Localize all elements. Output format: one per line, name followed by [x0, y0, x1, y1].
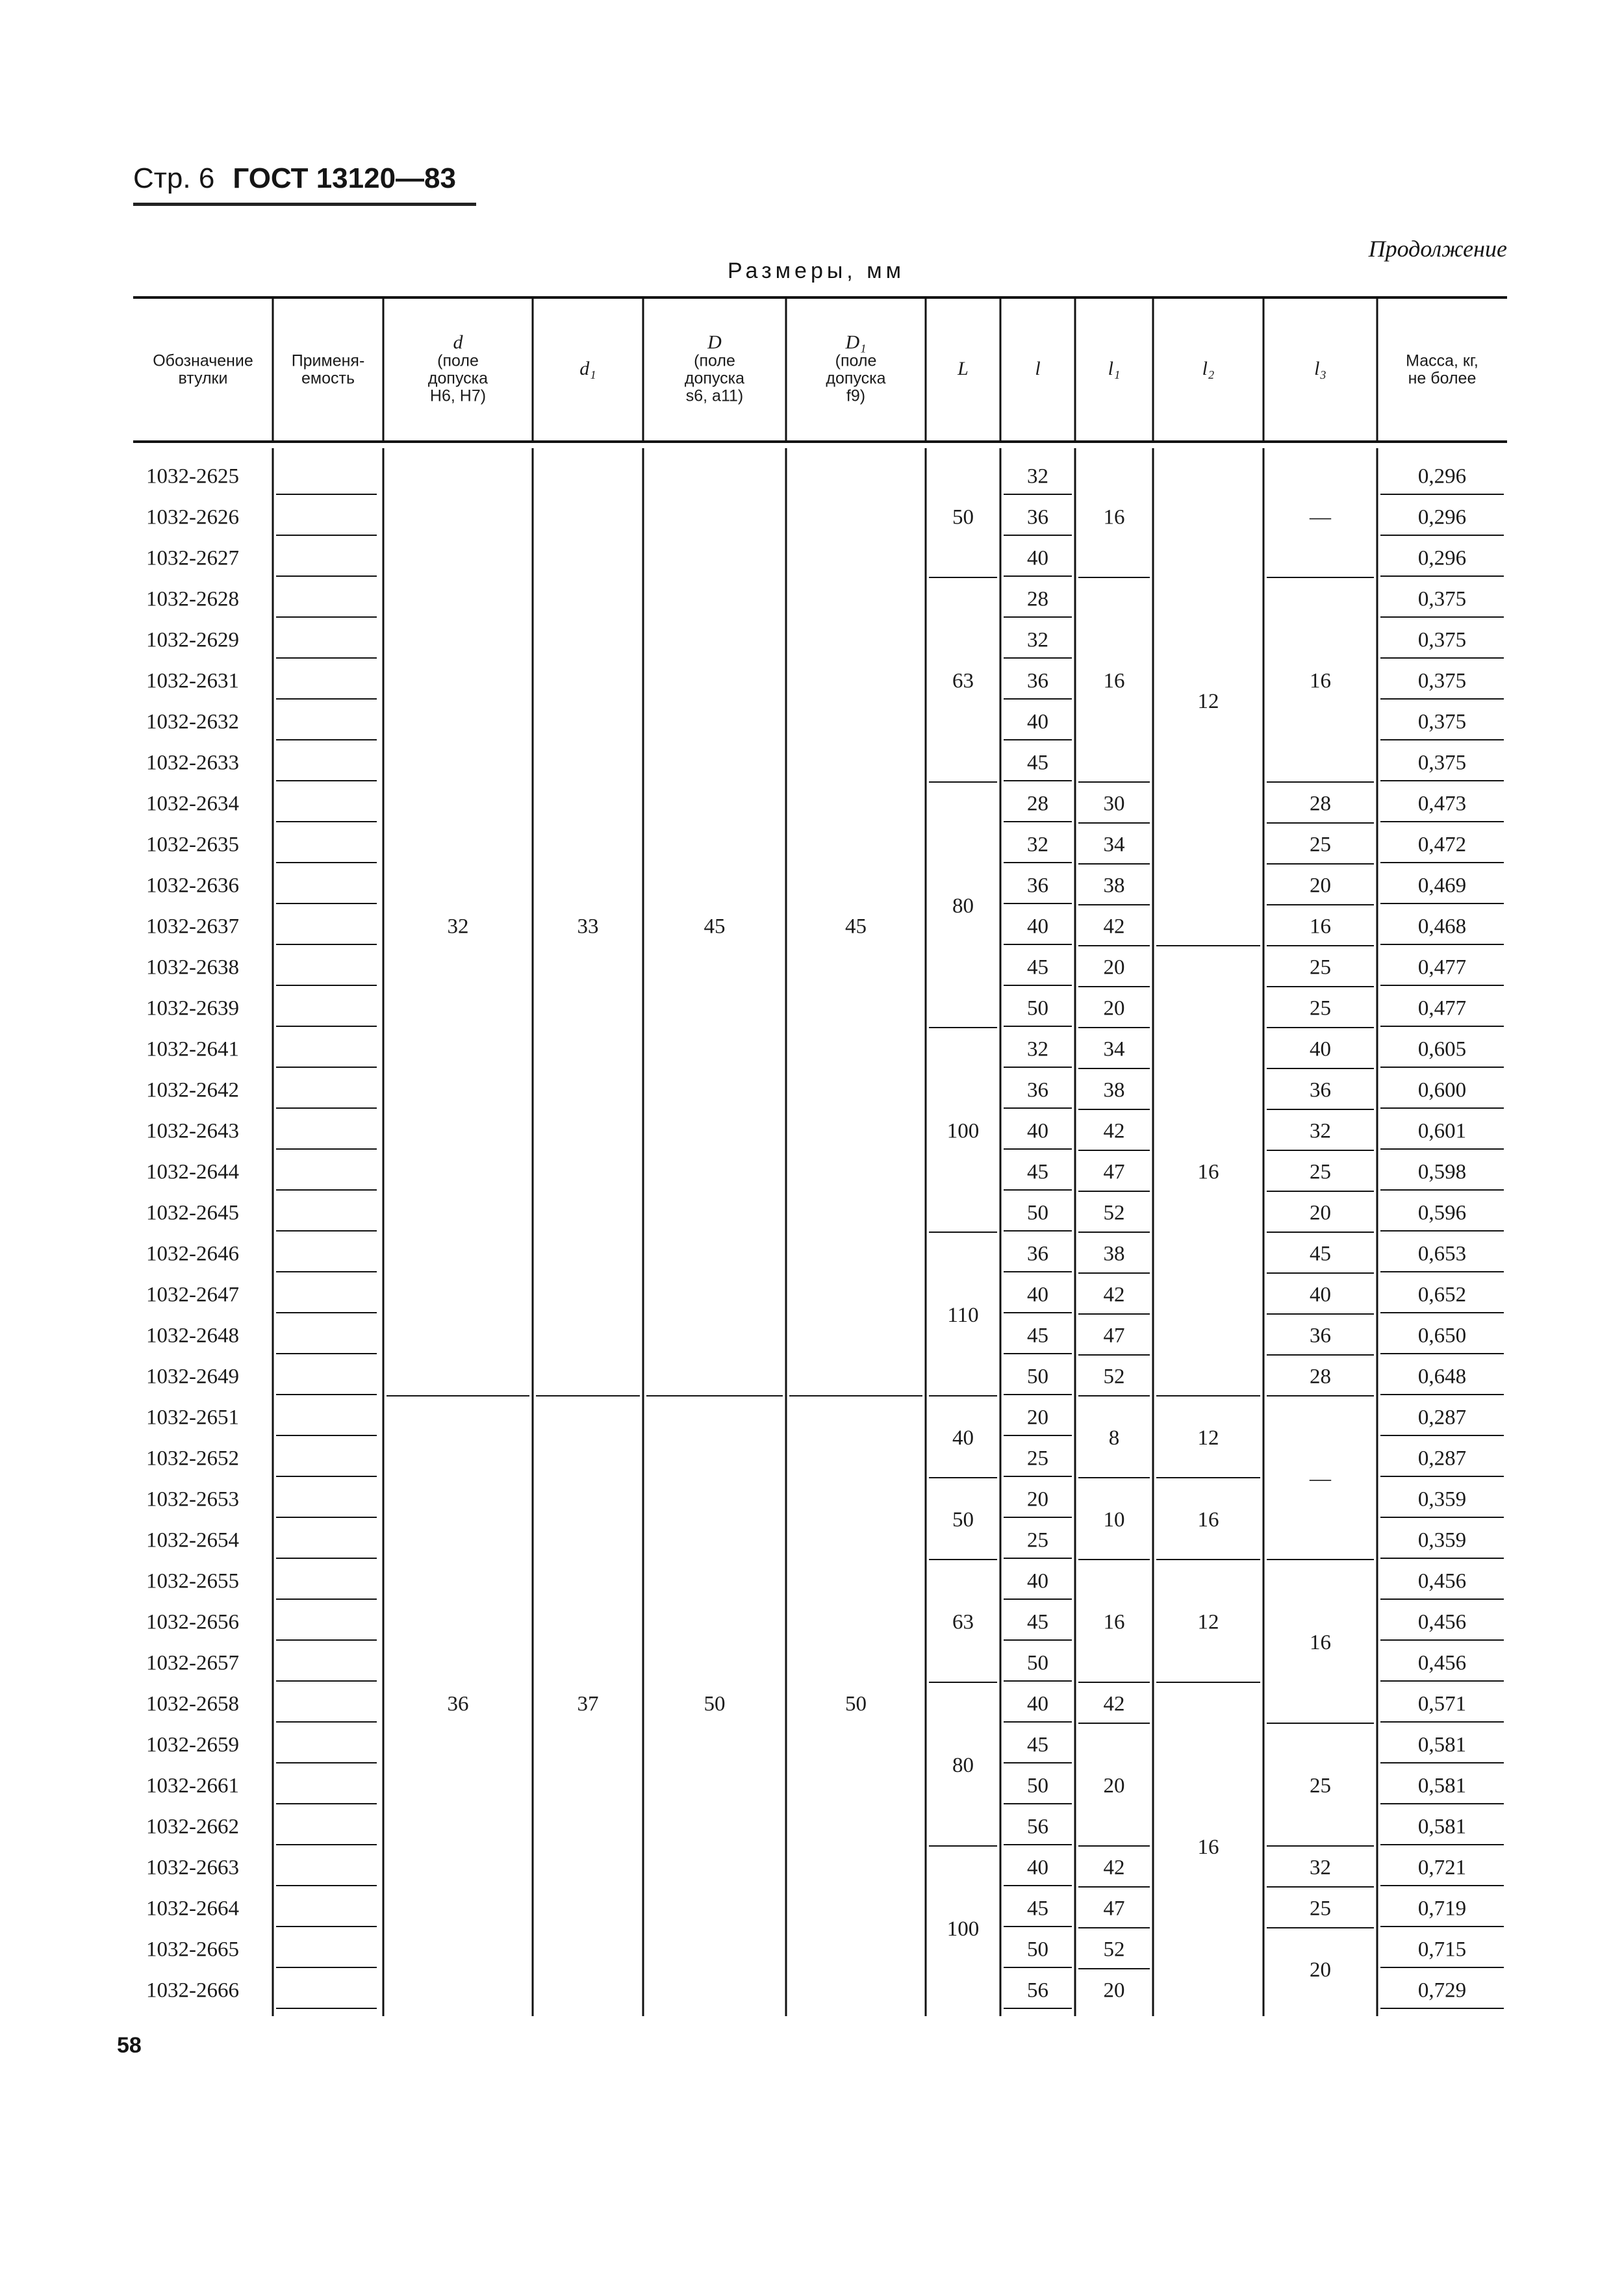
cell-mass: 0,596: [1417, 1201, 1467, 1225]
group-cell-l1: 34: [1103, 833, 1125, 857]
cell-l: 28: [1027, 792, 1048, 816]
row-designation: 1032-2641: [146, 1037, 239, 1061]
group-cell-L: 63: [952, 669, 974, 693]
cell-l: 50: [1027, 1201, 1048, 1225]
group-cell-l1: 8: [1108, 1426, 1120, 1450]
column-header-text: H6, H7): [429, 386, 487, 405]
group-cell-l1: 16: [1103, 1610, 1125, 1634]
cell-mass: 0,598: [1417, 1160, 1467, 1184]
column-header-text: (поле: [437, 351, 479, 370]
row-designation: 1032-2627: [146, 546, 239, 570]
page-number: 58: [117, 2033, 142, 2058]
row-designation: 1032-2625: [146, 464, 239, 488]
group-cell-L: 100: [946, 1917, 980, 1941]
column-header-text: емость: [301, 369, 355, 388]
group-cell-l1: 20: [1103, 996, 1125, 1020]
column-header-text: (поле: [835, 351, 877, 370]
group-cell-l1: 20: [1103, 955, 1125, 979]
group-cell-l3: 25: [1310, 1160, 1331, 1184]
cell-mass: 0,477: [1417, 955, 1467, 979]
cell-l: 50: [1027, 996, 1048, 1020]
group-cell-l3: 40: [1310, 1037, 1331, 1061]
cell-mass: 0,581: [1417, 1815, 1467, 1839]
column-header-text: l₃: [1314, 358, 1326, 379]
group-cell-L: 80: [952, 894, 974, 918]
group-cell-l3: 25: [1310, 1774, 1331, 1798]
cell-l: 40: [1027, 546, 1048, 570]
cell-mass: 0,375: [1417, 628, 1467, 652]
column-header-text: D: [707, 331, 722, 353]
column-header-text: d₁: [579, 358, 596, 379]
group-cell-l3: 16: [1310, 915, 1331, 939]
group-cell-l3: 25: [1310, 955, 1331, 979]
row-designation: 1032-2651: [146, 1406, 239, 1430]
cell-l: 45: [1027, 1897, 1048, 1921]
cell-l: 50: [1027, 1365, 1048, 1389]
group-cell-l3: 20: [1310, 874, 1331, 898]
group-cell-l3: 16: [1310, 669, 1331, 693]
row-designation: 1032-2635: [146, 833, 239, 857]
group-cell-L: 80: [952, 1754, 974, 1777]
cell-l: 36: [1027, 1242, 1048, 1266]
group-cell-l3: 25: [1310, 996, 1331, 1020]
row-designation: 1032-2628: [146, 587, 239, 611]
group-cell-l3: 36: [1310, 1078, 1331, 1102]
cell-l: 32: [1027, 464, 1048, 488]
group-cell-L: 50: [952, 505, 974, 529]
cell-mass: 0,456: [1417, 1651, 1467, 1675]
group-cell-l3: 40: [1310, 1283, 1331, 1307]
cell-l: 40: [1027, 1692, 1048, 1716]
cell-mass: 0,287: [1417, 1447, 1467, 1471]
row-designation: 1032-2634: [146, 792, 239, 816]
cell-l: 45: [1027, 955, 1048, 979]
gost-title: ГОСТ 13120—83: [233, 162, 456, 194]
group-cell-l1: 47: [1103, 1897, 1125, 1921]
group-cell-l3: 32: [1310, 1856, 1331, 1880]
cell-mass: 0,601: [1417, 1119, 1467, 1143]
row-designation: 1032-2633: [146, 751, 239, 775]
group-cell-l3: 25: [1310, 1897, 1331, 1921]
dimensions-caption: Размеры, мм: [728, 259, 905, 283]
column-header-text: l₁: [1108, 358, 1121, 379]
row-designation: 1032-2655: [146, 1569, 239, 1593]
cell-mass: 0,605: [1417, 1037, 1467, 1061]
group-cell-l2: 12: [1197, 690, 1219, 713]
cell-mass: 0,600: [1417, 1078, 1467, 1102]
cell-mass: 0,648: [1417, 1365, 1467, 1389]
group-cell-l3: 36: [1310, 1324, 1331, 1348]
group-cell-l1: 52: [1103, 1201, 1125, 1225]
row-designation: 1032-2654: [146, 1528, 239, 1552]
cell-l: 50: [1027, 1651, 1048, 1675]
group-cell-d: 36: [447, 1692, 469, 1716]
cell-mass: 0,721: [1417, 1856, 1467, 1880]
cell-l: 20: [1027, 1487, 1048, 1511]
cell-l: 40: [1027, 1569, 1048, 1593]
cell-mass: 0,472: [1417, 833, 1467, 857]
group-cell-l2: 16: [1197, 1836, 1219, 1859]
cell-mass: 0,375: [1417, 669, 1467, 693]
row-designation: 1032-2637: [146, 915, 239, 939]
group-cell-l3: —: [1310, 505, 1331, 529]
row-designation: 1032-2639: [146, 996, 239, 1020]
group-cell-l1: 20: [1103, 1978, 1125, 2003]
group-cell-l1: 16: [1103, 669, 1125, 693]
row-designation: 1032-2636: [146, 874, 239, 898]
cell-mass: 0,719: [1417, 1897, 1467, 1921]
cell-mass: 0,375: [1417, 751, 1467, 775]
group-cell-l1: 20: [1103, 1774, 1125, 1798]
row-designation: 1032-2626: [146, 505, 239, 529]
cell-mass: 0,650: [1417, 1324, 1467, 1348]
row-designation: 1032-2632: [146, 710, 239, 734]
cell-mass: 0,729: [1417, 1978, 1467, 2003]
cell-l: 45: [1027, 1324, 1048, 1348]
row-designation: 1032-2629: [146, 628, 239, 652]
group-cell-l1: 42: [1103, 1692, 1125, 1716]
group-cell-l1: 16: [1103, 505, 1125, 529]
row-designation: 1032-2648: [146, 1324, 239, 1348]
cell-mass: 0,477: [1417, 996, 1467, 1020]
cell-mass: 0,296: [1417, 546, 1467, 570]
column-header-text: допуска: [684, 369, 745, 388]
cell-mass: 0,375: [1417, 587, 1467, 611]
cell-l: 28: [1027, 587, 1048, 611]
cell-l: 56: [1027, 1815, 1048, 1839]
row-designation: 1032-2656: [146, 1610, 239, 1634]
cell-mass: 0,469: [1417, 874, 1467, 898]
cell-l: 36: [1027, 1078, 1048, 1102]
group-cell-D: 45: [704, 915, 726, 939]
group-cell-l2: 16: [1197, 1160, 1219, 1184]
cell-l: 45: [1027, 1610, 1048, 1634]
column-header-text: втулки: [178, 369, 228, 388]
cell-mass: 0,359: [1417, 1487, 1467, 1511]
column-header-text: Применя-: [291, 351, 365, 370]
cell-l: 36: [1027, 669, 1048, 693]
cell-l: 56: [1027, 1978, 1048, 2003]
column-header-text: не более: [1408, 369, 1477, 388]
cell-l: 36: [1027, 874, 1048, 898]
cell-l: 45: [1027, 1733, 1048, 1757]
cell-mass: 0,296: [1417, 464, 1467, 488]
group-cell-D1: 50: [845, 1692, 867, 1716]
group-cell-l1: 38: [1103, 874, 1125, 898]
group-cell-l1: 34: [1103, 1037, 1125, 1061]
cell-mass: 0,375: [1417, 710, 1467, 734]
column-header-text: Обозначение: [153, 351, 253, 370]
group-cell-l3: 28: [1310, 1365, 1331, 1389]
group-cell-l1: 10: [1103, 1508, 1125, 1532]
row-designation: 1032-2665: [146, 1938, 239, 1962]
column-header-text: допуска: [826, 369, 886, 388]
column-header-text: s6, a11): [685, 386, 744, 405]
group-cell-l1: 42: [1103, 1119, 1125, 1143]
cell-l: 45: [1027, 751, 1048, 775]
cell-l: 40: [1027, 1119, 1048, 1143]
group-cell-l3: 32: [1310, 1119, 1331, 1143]
group-cell-l3: 16: [1310, 1631, 1331, 1654]
row-designation: 1032-2647: [146, 1283, 239, 1307]
cell-mass: 0,581: [1417, 1774, 1467, 1798]
cell-mass: 0,456: [1417, 1610, 1467, 1634]
cell-mass: 0,571: [1417, 1692, 1467, 1716]
row-designation: 1032-2663: [146, 1856, 239, 1880]
row-designation: 1032-2642: [146, 1078, 239, 1102]
page-label: Стр. 6: [133, 162, 215, 194]
cell-l: 32: [1027, 628, 1048, 652]
group-cell-l1: 42: [1103, 915, 1125, 939]
row-designation: 1032-2661: [146, 1774, 239, 1798]
row-designation: 1032-2649: [146, 1365, 239, 1389]
group-cell-L: 110: [947, 1304, 979, 1327]
cell-mass: 0,653: [1417, 1242, 1467, 1266]
column-header-text: f9): [846, 386, 866, 405]
group-cell-l2: 16: [1197, 1508, 1219, 1532]
group-cell-l1: 38: [1103, 1078, 1125, 1102]
column-header-text: Масса, кг,: [1406, 351, 1478, 370]
cell-l: 40: [1027, 1856, 1048, 1880]
group-cell-L: 63: [952, 1610, 974, 1634]
group-cell-l3: —: [1310, 1467, 1331, 1491]
group-cell-L: 50: [952, 1508, 974, 1532]
cell-l: 20: [1027, 1406, 1048, 1430]
group-cell-L: 40: [952, 1426, 974, 1450]
row-designation: 1032-2644: [146, 1160, 239, 1184]
row-designation: 1032-2659: [146, 1733, 239, 1757]
cell-l: 50: [1027, 1938, 1048, 1962]
cell-mass: 0,581: [1417, 1733, 1467, 1757]
row-designation: 1032-2666: [146, 1978, 239, 2003]
group-cell-l1: 52: [1103, 1365, 1125, 1389]
row-designation: 1032-2653: [146, 1487, 239, 1511]
group-cell-l1: 42: [1103, 1856, 1125, 1880]
group-cell-l3: 20: [1310, 1201, 1331, 1225]
cell-mass: 0,359: [1417, 1528, 1467, 1552]
column-header-text: L: [958, 358, 969, 379]
group-cell-l3: 20: [1310, 1958, 1331, 1982]
row-designation: 1032-2652: [146, 1447, 239, 1471]
cell-l: 25: [1027, 1447, 1048, 1471]
cell-l: 40: [1027, 915, 1048, 939]
row-designation: 1032-2631: [146, 669, 239, 693]
column-header-text: D₁: [845, 331, 867, 353]
group-cell-l1: 47: [1103, 1324, 1125, 1348]
row-designation: 1032-2638: [146, 955, 239, 979]
cell-mass: 0,296: [1417, 505, 1467, 529]
column-header-text: l₂: [1202, 358, 1215, 379]
group-cell-D1: 45: [845, 915, 867, 939]
group-cell-L: 100: [946, 1119, 980, 1143]
group-cell-D: 50: [704, 1692, 726, 1716]
column-header-text: l: [1035, 358, 1041, 379]
group-cell-d1: 37: [577, 1692, 599, 1716]
group-cell-l3: 25: [1310, 833, 1331, 857]
group-cell-l1: 52: [1103, 1938, 1125, 1962]
row-designation: 1032-2645: [146, 1201, 239, 1225]
cell-l: 40: [1027, 710, 1048, 734]
cell-mass: 0,473: [1417, 792, 1467, 816]
cell-mass: 0,652: [1417, 1283, 1467, 1307]
group-cell-l1: 42: [1103, 1283, 1125, 1307]
cell-mass: 0,715: [1417, 1938, 1467, 1962]
group-cell-l1: 30: [1103, 792, 1125, 816]
cell-l: 32: [1027, 1037, 1048, 1061]
cell-mass: 0,287: [1417, 1406, 1467, 1430]
column-header-text: (поле: [694, 351, 735, 370]
group-cell-l3: 45: [1310, 1242, 1331, 1266]
group-cell-l2: 12: [1197, 1426, 1219, 1450]
cell-l: 50: [1027, 1774, 1048, 1798]
row-designation: 1032-2657: [146, 1651, 239, 1675]
cell-mass: 0,456: [1417, 1569, 1467, 1593]
cell-l: 36: [1027, 505, 1048, 529]
group-cell-l1: 38: [1103, 1242, 1125, 1266]
group-cell-l1: 47: [1103, 1160, 1125, 1184]
continuation-label: Продолжение: [1368, 236, 1507, 262]
cell-mass: 0,468: [1417, 915, 1467, 939]
group-cell-l3: 28: [1310, 792, 1331, 816]
cell-l: 45: [1027, 1160, 1048, 1184]
column-header-text: d: [453, 331, 463, 353]
row-designation: 1032-2658: [146, 1692, 239, 1716]
column-header-text: допуска: [427, 369, 488, 388]
cell-l: 40: [1027, 1283, 1048, 1307]
cell-l: 32: [1027, 833, 1048, 857]
group-cell-d: 32: [447, 915, 469, 939]
group-cell-d1: 33: [577, 915, 599, 939]
row-designation: 1032-2646: [146, 1242, 239, 1266]
group-cell-l2: 12: [1197, 1610, 1219, 1634]
row-designation: 1032-2643: [146, 1119, 239, 1143]
cell-l: 25: [1027, 1528, 1048, 1552]
row-designation: 1032-2662: [146, 1815, 239, 1839]
row-designation: 1032-2664: [146, 1897, 239, 1921]
